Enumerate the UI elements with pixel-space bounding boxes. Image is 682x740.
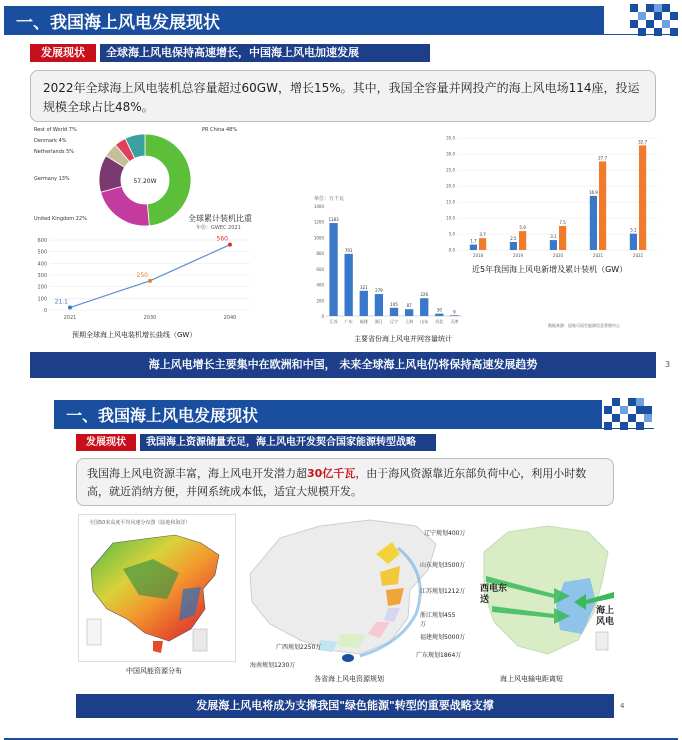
line-xtick: 2030 <box>143 315 157 321</box>
province-bar <box>405 309 413 316</box>
province-xtick: 天津 <box>450 319 459 324</box>
annual-bar <box>519 231 526 250</box>
donut-label-uk: United Kingdom 22% <box>34 216 87 222</box>
line-point <box>228 243 232 247</box>
province-bar-label: 105 <box>390 301 398 307</box>
plan-liaoning: 辽宁规划400万 <box>424 530 466 537</box>
plan-hainan: 海南规划1230万 <box>250 662 296 669</box>
annual-bar-label: 7.5 <box>559 220 566 225</box>
annual-bar <box>479 238 486 250</box>
slide2-subtitle: 我国海上资源储量充足，海上风电开发契合国家能源转型战略 <box>140 434 436 451</box>
province-bar <box>420 298 428 316</box>
province-ytick: 600 <box>316 266 324 272</box>
line-ytick: 400 <box>37 261 47 268</box>
annual-bar-label: 5.9 <box>519 225 526 231</box>
line-point <box>148 279 152 283</box>
annual-bar-label: 32.7 <box>638 139 648 145</box>
province-bar-label: 791 <box>344 247 353 253</box>
slide1-tag: 发展现状 <box>30 44 96 62</box>
line-ytick: 100 <box>37 296 47 303</box>
slide1-title-bar <box>4 6 604 34</box>
province-xtick: 浙江 <box>374 319 383 324</box>
province-xtick: 福建 <box>359 319 368 324</box>
annual-ytick: 0.0 <box>448 247 455 253</box>
slide2-page-number: 4 <box>620 702 625 710</box>
donut-label-netherlands: Netherlands 5% <box>34 149 74 155</box>
plan-guangxi: 广西规划2250万 <box>276 644 322 651</box>
annual-bar <box>550 240 557 250</box>
annual-bar <box>470 245 477 250</box>
annual-bar-label: 2.5 <box>510 236 517 241</box>
province-caption: 主要省份海上风电并网容量统计 <box>354 335 452 343</box>
label-west-east: 西电东送 <box>480 584 508 605</box>
annual-xtick: 2020 <box>552 253 564 258</box>
province-plan-caption: 各省海上风电资源规划 <box>314 675 384 683</box>
annual-bar-label: 3.7 <box>479 232 486 238</box>
annual-caption: 近5年我国海上风电新增及累计装机（GW） <box>472 265 628 274</box>
annual-ytick: 15.0 <box>446 199 455 205</box>
line-ytick: 0 <box>43 308 47 314</box>
province-bar-label: 1183 <box>328 217 339 223</box>
annual-bar-label: 3.1 <box>550 234 557 240</box>
line-point <box>68 306 72 310</box>
plan-jiangsu: 江苏规划1212万 <box>420 588 466 595</box>
line-ytick: 200 <box>37 284 47 291</box>
annual-bar-label: 27.7 <box>598 155 608 161</box>
slide1-page-number: 3 <box>665 360 671 369</box>
annual-xtick: 2022 <box>632 253 644 258</box>
slide1-subtitle: 全球海上风电保持高速增长，中国海上风电加速发展 <box>100 44 430 62</box>
plan-shandong: 山东规划3500万 <box>420 562 466 569</box>
wind-map-caption: 中国风能资源分布 <box>126 667 182 675</box>
annual-bar <box>590 196 597 250</box>
line-point-label: 250 <box>136 271 148 279</box>
province-bar-label: 30 <box>436 307 442 313</box>
donut-label-china: PR China 48% <box>202 127 238 133</box>
slide1-paragraph: 2022年全球海上风电装机总容量超过60GW，增长15%。其中，我国全容量并网投产的海上风电场114座，投运规模全球占比48%。 <box>30 70 656 122</box>
donut-slice-united-kingdom <box>101 186 150 226</box>
paragraph-post: ，由于海风资源靠近东部负荷中心，利用小时数高，就近消纳方便，并网系统成本低，适宜大规模开发。 <box>87 467 587 498</box>
annual-ytick: 20.0 <box>446 183 455 189</box>
line-point-label: 21.1 <box>54 298 68 306</box>
donut-label-germany: Germany 13% <box>34 176 70 182</box>
line-chart <box>30 232 260 332</box>
province-bar-label: 279 <box>375 288 383 294</box>
transmission-caption: 海上风电输电距离短 <box>500 675 563 683</box>
slide2-checker-decoration <box>604 398 652 430</box>
province-xtick: 上海 <box>405 319 414 324</box>
donut-label-denmark: Denmark 4% <box>34 138 67 144</box>
plan-zhejiang: 浙江规划455万 <box>420 612 456 628</box>
province-xtick: 河北 <box>435 319 444 324</box>
province-bar <box>390 308 398 316</box>
wind-map-title: 全国50米高度平均风速分布图（陆地和海洋） <box>89 520 191 526</box>
province-bar <box>345 254 353 316</box>
annual-ytick: 30.0 <box>446 151 455 157</box>
plan-fujian: 福建规划5000万 <box>420 634 466 641</box>
province-xtick: 山东 <box>420 319 429 324</box>
donut-label-rest: Rest of World 7% <box>34 127 77 133</box>
province-bar <box>329 223 337 316</box>
annual-bar <box>630 234 637 250</box>
slide2-paragraph <box>76 458 614 506</box>
annual-ytick: 25.0 <box>446 167 455 173</box>
slide1-title-rule <box>4 34 678 35</box>
plan-guangdong: 广东规划1864万 <box>416 652 462 659</box>
province-bar <box>450 315 458 316</box>
province-xtick: 江苏 <box>329 319 338 324</box>
annual-xtick: 2021 <box>592 253 604 258</box>
annual-ytick: 35.0 <box>446 135 455 141</box>
slide1-title: 一、我国海上风电发展现状 <box>16 13 220 33</box>
province-ytick: 0 <box>321 314 324 319</box>
annual-xtick: 2018 <box>472 253 484 258</box>
slide2-tag: 发展现状 <box>76 434 136 451</box>
annual-bar <box>639 145 646 250</box>
annual-bar <box>510 242 517 250</box>
province-plan-map <box>240 514 470 669</box>
line-ytick: 300 <box>37 273 47 279</box>
donut-center-label: 57.20W <box>133 178 157 185</box>
line-ytick: 500 <box>37 249 47 256</box>
annual-bar <box>559 226 566 250</box>
province-bar-label: 226 <box>420 292 429 298</box>
slide1-footer: 海上风电增长主要集中在欧洲和中国， 未来全球海上风电仍将保持高速发展趋势 <box>30 352 656 378</box>
province-bar <box>375 294 383 316</box>
annual-bar-label: 5.1 <box>630 227 637 233</box>
province-bar-label: 87 <box>406 303 412 309</box>
slide1-checker-decoration <box>630 4 678 36</box>
province-bar-label: 9 <box>453 309 456 315</box>
province-ytick: 1000 <box>313 235 324 241</box>
province-bar <box>360 291 368 316</box>
donut-caption: 全球累计装机比重 <box>188 214 252 223</box>
line-xtick: 2021 <box>63 315 77 321</box>
wind-map-image <box>83 529 233 659</box>
province-unit: 单位：万千瓦 <box>314 196 345 202</box>
province-source-label: 数据来源：国家可再生能源信息管理中心 <box>548 323 620 328</box>
slide2-title-rule <box>54 428 654 429</box>
province-xtick: 辽宁 <box>390 319 398 324</box>
province-ytick: 200 <box>316 298 324 304</box>
province-ytick: 1400 <box>313 204 324 209</box>
province-xtick: 广东 <box>344 319 353 324</box>
annual-ytick: 5.0 <box>448 231 455 237</box>
province-ytick: 800 <box>316 251 324 257</box>
wind-resource-map <box>78 514 236 662</box>
annual-bar-label: 1.7 <box>470 238 477 244</box>
province-ytick: 400 <box>316 282 324 288</box>
annual-bar-label: 16.9 <box>588 189 598 195</box>
paragraph-highlight: 30亿千瓦 <box>307 467 356 480</box>
line-caption: 预期全球海上风电装机增长曲线（GW） <box>72 331 197 339</box>
annual-bar <box>599 161 606 250</box>
transmission-map <box>478 522 618 662</box>
line-point-label: 560 <box>216 235 228 243</box>
annual-xtick: 2019 <box>512 253 524 258</box>
line-ytick: 600 <box>37 238 47 244</box>
donut-source: 年份：GWEC 2021 <box>196 225 241 231</box>
slide2-title: 一、我国海上风电发展现状 <box>66 406 259 425</box>
province-bar <box>435 314 443 316</box>
slide2-title-bar <box>54 400 602 428</box>
line-xtick: 2040 <box>223 315 237 321</box>
annual-ytick: 10.0 <box>446 215 455 221</box>
slide2-footer: 发展海上风电将成为支撑我国"绿色能源"转型的重要战略支撑 <box>76 694 614 718</box>
province-ytick: 1200 <box>313 219 324 225</box>
paragraph-pre: 我国海上风电资源丰富，海上风电开发潜力超 <box>87 467 307 480</box>
annual-bar-chart <box>434 132 664 262</box>
province-bar-label: 321 <box>359 284 368 290</box>
label-offshore: 海上风电 <box>596 606 615 627</box>
